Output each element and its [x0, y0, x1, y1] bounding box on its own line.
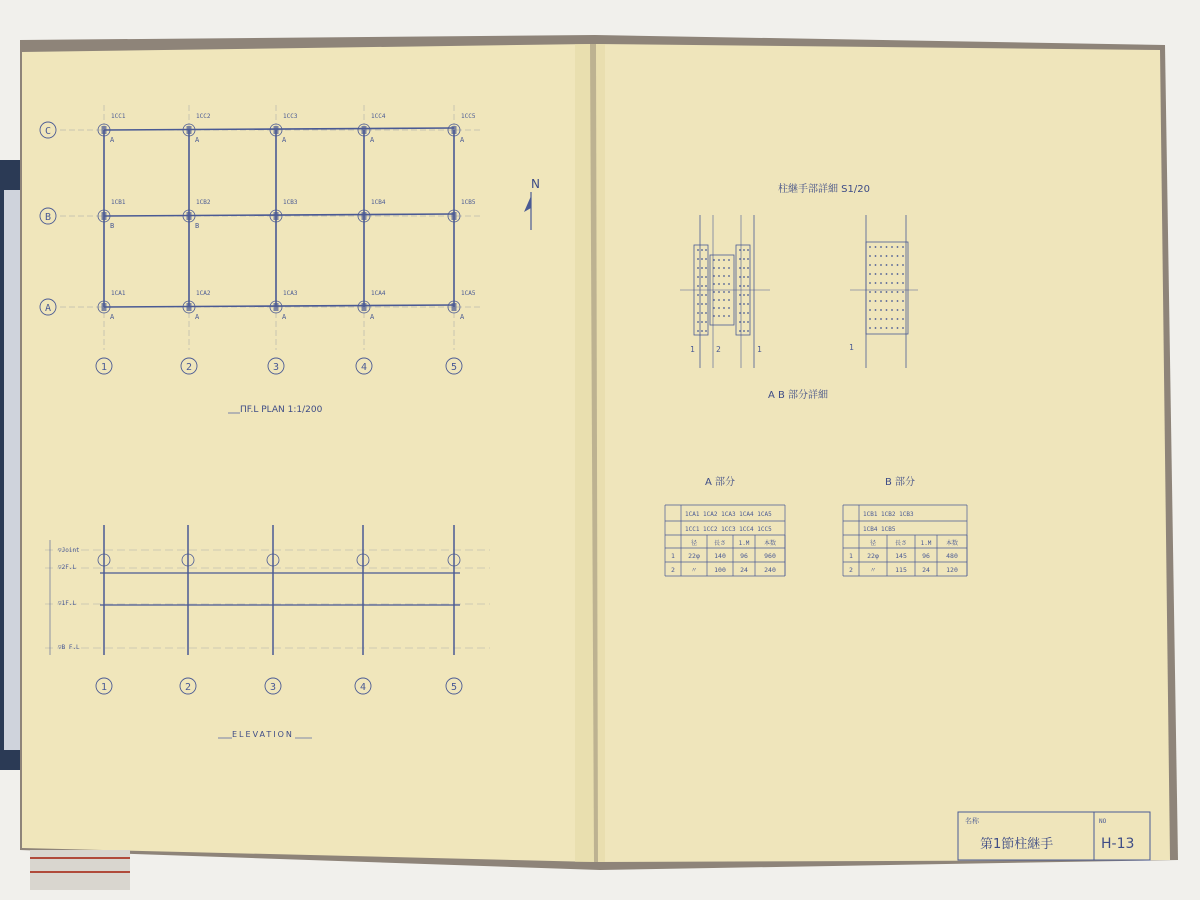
table-cell: 1 [671, 552, 675, 560]
column-id: 1CC5 [461, 113, 476, 120]
table-cell: 24 [922, 566, 930, 574]
grid-label-col: 1 [100, 362, 108, 373]
elevation-col-label: 3 [269, 682, 277, 693]
column-id: 1CA5 [461, 290, 476, 297]
detail-caption: A B 部分詳細 [768, 390, 829, 401]
column-id: 1CA3 [283, 290, 298, 297]
column-tag: A [460, 136, 465, 144]
table-cell: 1 [849, 552, 853, 560]
column-tag: A [282, 313, 287, 321]
table-header: 本数 [763, 540, 777, 547]
column-tag: A [110, 313, 115, 321]
elevation-col-label: 2 [184, 682, 192, 693]
table-header: 1.M [920, 540, 932, 547]
grid-label-col: 5 [450, 362, 458, 373]
table-ids: 1CC1 1CC2 1CC3 1CC4 1CC5 [685, 526, 772, 533]
column-id: 1CC4 [371, 113, 386, 120]
column-id: 1CA2 [196, 290, 211, 297]
column-tag: A [460, 313, 465, 321]
table-cell: 〃 [690, 566, 698, 574]
left-page [22, 44, 594, 862]
column-id: 1CC2 [196, 113, 211, 120]
title-block-number: H-13 [1101, 836, 1135, 852]
table-cell: 2 [849, 566, 853, 574]
elevation-col-label: 4 [359, 682, 367, 693]
level-label: ▽B F.L [58, 644, 80, 651]
gutter-shadow [575, 44, 605, 862]
detail-label: 1 [849, 343, 854, 352]
table-header: 径 [690, 540, 698, 547]
column-id: 1CC3 [283, 113, 298, 120]
elevation-col-label: 5 [450, 682, 458, 693]
table-cell: 2 [671, 566, 675, 574]
column-id: 1CB4 [371, 199, 386, 206]
plan-title: ΠF.L PLAN 1:1/200 [240, 405, 323, 415]
table-header: 長さ [713, 540, 727, 547]
grid-label-row: C [44, 126, 52, 137]
elevation-title: ELEVATION [232, 730, 294, 739]
detail-label: 2 [716, 345, 721, 354]
table-cell: 24 [740, 566, 748, 574]
elevation-col-label: 1 [100, 682, 108, 693]
grid-label-col: 2 [185, 362, 193, 373]
table-cell: 22φ [688, 552, 700, 560]
column-id: 1CB2 [196, 199, 211, 206]
north-label: N [531, 177, 540, 191]
table-header: 1.M [738, 540, 750, 547]
column-tag: A [370, 313, 375, 321]
title-block-no-label: NO [1099, 818, 1107, 825]
table-cell: 480 [946, 552, 958, 560]
table-cell: 96 [740, 552, 748, 560]
table-cell: 145 [895, 552, 907, 560]
table-cell: 〃 [869, 566, 877, 574]
table-cell: 22φ [867, 552, 879, 560]
level-label: ▽1F.L [58, 600, 77, 607]
grid-label-col: 3 [272, 362, 280, 373]
table-cell: 96 [922, 552, 930, 560]
title-block-name-label: 名称 [965, 817, 979, 825]
column-id: 1CB1 [111, 199, 126, 206]
right-page [596, 44, 1170, 862]
detail-title: 柱継手部詳細 S1/20 [778, 184, 870, 195]
table-cell: 960 [764, 552, 776, 560]
table-title: A 部分 [705, 477, 736, 488]
column-id: 1CA4 [371, 290, 386, 297]
column-id: 1CB5 [461, 199, 476, 206]
table-header: 本数 [945, 540, 959, 547]
level-label: ▽2F.L [58, 564, 77, 571]
detail-label: 1 [757, 345, 762, 354]
table-header: 径 [869, 540, 877, 547]
table-cell: 140 [714, 552, 726, 560]
column-tag: B [195, 222, 200, 230]
column-tag: A [195, 136, 200, 144]
detail-label: 1 [690, 345, 695, 354]
table-cell: 100 [714, 566, 726, 574]
table-cell: 240 [764, 566, 776, 574]
column-id: 1CB3 [283, 199, 298, 206]
table-title: B 部分 [885, 477, 916, 488]
table-cell: 115 [895, 566, 907, 574]
grid-label-row: A [44, 303, 52, 314]
ribbon-label [30, 850, 130, 890]
table-ids: 1CB4 1CB5 [863, 526, 896, 533]
grid-label-row: B [44, 212, 52, 223]
column-tag: A [195, 313, 200, 321]
column-tag: A [370, 136, 375, 144]
level-label: ▽Joint [58, 547, 80, 554]
column-tag: A [282, 136, 287, 144]
column-tag: A [110, 136, 115, 144]
table-cell: 120 [946, 566, 958, 574]
table-ids: 1CA1 1CA2 1CA3 1CA4 1CA5 [685, 511, 772, 518]
column-id: 1CC1 [111, 113, 126, 120]
grid-label-col: 4 [360, 362, 368, 373]
column-tag: B [110, 222, 115, 230]
table-header: 長さ [894, 540, 908, 547]
title-block-name: 第1節柱継手 [980, 837, 1054, 852]
table-ids: 1CB1 1CB2 1CB3 [863, 511, 914, 518]
column-id: 1CA1 [111, 290, 126, 297]
